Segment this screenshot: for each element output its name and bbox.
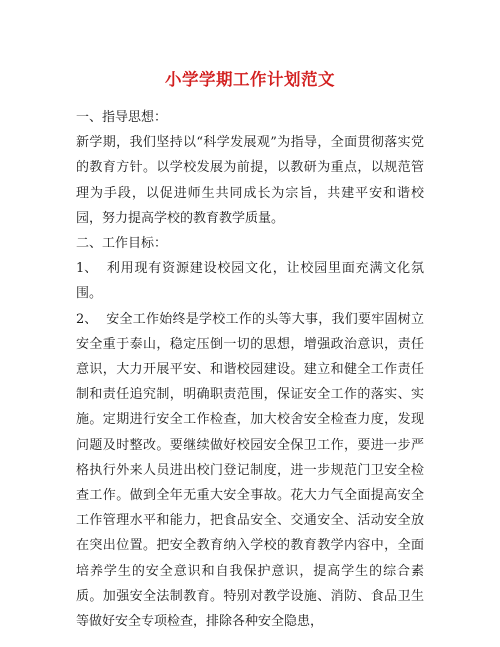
document-title: 小学学期工作计划范文 xyxy=(165,70,335,89)
list-item-text: 安全工作始终是学校工作的头等大事，我们要牢固树立安全重于泰山，稳定压倒一切的思想，增强政治意识，责任意识，大力开展平安、和谐校园建设。建立和健全工作责任制和责任追究制，明确职责范围，保证安全工作的落实、实施。定期进行安全工作检查，加大校舍安全检查力度，发现问题及时整改。要继续做好校园安全保卫工作，要进一步严格执行外来人员进出校门登记制度，进一步规范门卫安全检查工作。做到全年无重大安全事故。花大力气全面提高安全工作管理水平和能力，把食品安全、交通安全、活动安全放在突出位置。把安全教育纳入学校的教育教学内容中，全面培养学生的安全意识和自我保护意识，提高学生的综合素质。加强安全法制教育。特别对教学设施、消防、食品卫生等做好安全专项检查，排除各种安全隐患， xyxy=(76,311,424,630)
section-heading-work-goals: 二、工作目标： xyxy=(76,236,168,252)
document-body xyxy=(76,105,424,634)
list-item-text: 利用现有资源建设校园文化，让校园里面充满文化氛围。 xyxy=(76,261,424,302)
section-paragraph-guiding-ideology: 新学期，我们坚持以“科学发展观”为指导，全面贯彻落实党的教育方针。以学校发展为前提，以教研为重点，以规范管理为手段，以促进师生共同成长为宗旨，共建平安和谐校园，努力提高学校的教育教学质量。 xyxy=(76,135,424,226)
section-heading-guiding-ideology: 一、指导思想： xyxy=(76,110,168,125)
list-item-goal-1 xyxy=(76,256,424,306)
list-item-goal-2 xyxy=(76,307,424,635)
list-item-number: 1、 xyxy=(76,261,98,277)
list-item-number: 2、 xyxy=(76,311,98,327)
